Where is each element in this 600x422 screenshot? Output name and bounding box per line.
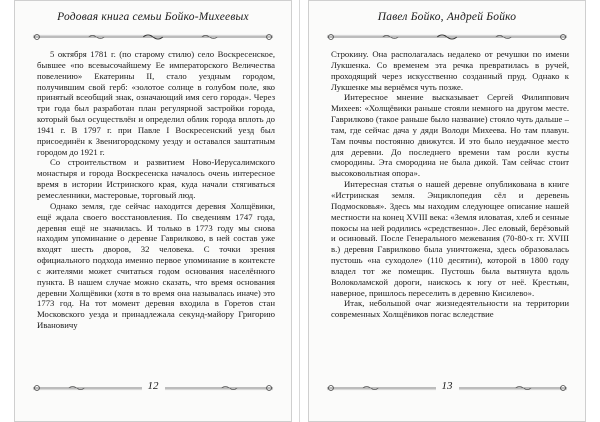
right-body-text [331,49,569,375]
paragraph: Однако земля, где сейчас находится деревня Холщёвики, ещё ждала своего восстановления. По сведениям 1747 года, деревня ещё не значилась. И только в 1773 году мы снова находим упоминание о деревне Гаврилково, в ней состав уже входят шесть дворов, 32 человека. С точки зрения официального подхода именно первое упоминание в контексте с жителями может считаться годом основания населённого пункта. В нашем случае можно сказать, что время основания деревни Холщёвики (хотя в то время она называлась иначе) это 1773 год. На тот момент деревня входила в Горетов стан Московского уезда и принадлежала секунд-майору Григорию Ивановичу [37,200,275,331]
left-running-head: Родовая книга семьи Бойко-Михеевых [57,11,249,23]
paragraph: 5 октября 1781 г. (по старому стилю) село Воскресенское, бывшее «по всевысочайшему Ее императорского Величества повелению» Екатерины II, стало уездным городом, получившим свой герб: «золотое солнце в голубом поле, яко принятый всеобщий знак, означающий имя сего города». Через три года был разработан план регулярной застройки города, который был осуществлён и определил облик города вплоть до 1941 г. В 1797 г. при Павле I Воскресенский уезд был присоединён к Звенигородскому уезду и оставался заштатным городом до 1921 г. [37,49,275,157]
paragraph: Итак, небольшой очаг жизнедеятельности на территории современных Холщёвиков погас вследствие [331,298,569,320]
page-number [309,380,585,392]
page-number [15,380,291,392]
right-page [308,0,586,422]
book-gutter [299,0,300,422]
left-page [14,0,292,422]
paragraph: Строкину. Она располагалась недалеко от речушки по имени Лукшенка. Со временем эта речка превратилась в ручей, проходящий через искусственно созданный пруд. Однако к Лукшенке мы вернёмся чуть позже. [331,49,569,92]
page-number-text: 12 [142,380,165,392]
page-number-text: 13 [436,380,459,392]
top-ornament-divider [323,32,571,42]
paragraph: Со строительством и развитием Ново-Иерусалимского монастыря и города Воскресенска началось очень интересное время в истории Истринского края, куда начали стягиваться ремесленники, мастеровые, торговый люд. [37,157,275,200]
paragraph: Интересная статья о нашей деревне опубликована в книге «Истринская земля. Энциклопедия сёл и деревень Подмосковья». Здесь мы находим следующее описание нашей местности на конец XVIII века: «Земля иловатая, хлеб и сенные покосы на ней родились «средственно». Лес еловый, берёзовый и осиновый. После Генерального межевания (70-80-х гг. XVIII в.) деревня Гаврилково была уничтожена, здесь образовалась пустошь «на суходоле» (110 десятин), которой в 1800 году владел тот же помещик. Пустошь была вытянута вдоль Волоколамской дороги, наискось к югу от неё. Крестьян, наверное, пришлось переселить в деревню Кисилево». [331,179,569,298]
paragraph: Интересное мнение высказывает Сергей Филиппович Михеев: «Холщёвики раньше стояли немного на другом месте. Гаврилково (такое раньше было название) стояло чуть дальше – там, где сейчас дача у дяди Володи Михеева. Но там плавун. Там почвы постоянно движутся. И это было неудачное место для деревни. До последнего времени там росли кусты смородины. Эта смородина не была дикой. Там сейчас стоит высоковольтная опора». [331,92,569,179]
right-running-head: Павел Бойко, Андрей Бойко [377,11,517,23]
left-body-text [37,49,275,375]
top-ornament-divider [29,32,277,42]
